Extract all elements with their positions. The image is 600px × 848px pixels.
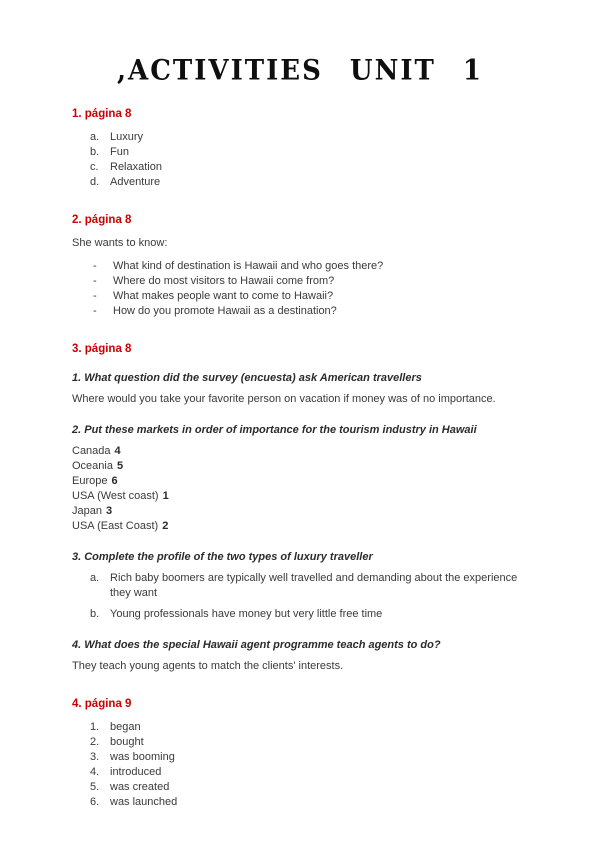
list-item-text: How do you promote Hawaii as a destination? bbox=[113, 305, 337, 317]
dash-bullet: - bbox=[93, 260, 97, 272]
market-rank: 4 bbox=[114, 445, 121, 457]
list-item bbox=[90, 130, 528, 145]
section-1-list bbox=[72, 130, 528, 190]
list-item-text: Young professionals have money but very little free time bbox=[110, 608, 383, 620]
section-3 bbox=[72, 343, 528, 674]
market-rank-row bbox=[72, 504, 528, 519]
list-marker: c. bbox=[90, 161, 99, 173]
question-4: 4. What does the special Hawaii agent programme teach agents to do? bbox=[72, 639, 441, 651]
question-2: 2. Put these markets in order of importance for the tourism industry in Hawaii bbox=[72, 424, 477, 436]
list-item-text: introduced bbox=[110, 766, 162, 778]
list-item-text: Where do most visitors to Hawaii come from? bbox=[113, 275, 335, 287]
list-item-text: began bbox=[110, 721, 141, 733]
market-rank-row bbox=[72, 459, 528, 474]
question-3-list bbox=[72, 571, 528, 622]
list-item bbox=[90, 735, 528, 750]
section-1 bbox=[72, 108, 528, 190]
section-4 bbox=[72, 698, 528, 810]
market-rank-row bbox=[72, 474, 528, 489]
market-rank: 1 bbox=[162, 490, 169, 502]
section-4-heading: 4. página 9 bbox=[72, 698, 132, 710]
list-item-text: What kind of destination is Hawaii and who goes there? bbox=[113, 260, 384, 272]
market-rank-row bbox=[72, 519, 528, 534]
market-label: USA (West coast) bbox=[72, 490, 159, 502]
answer-1: Where would you take your favorite person on vacation if money was of no importance. bbox=[72, 393, 496, 405]
list-item-text: Luxury bbox=[110, 131, 144, 143]
market-label: Canada bbox=[72, 445, 111, 457]
market-label: Japan bbox=[72, 505, 102, 517]
dash-bullet: - bbox=[93, 290, 97, 302]
list-marker: b. bbox=[90, 146, 100, 158]
question-1: 1. What question did the survey (encuesta) ask American travellers bbox=[72, 372, 422, 384]
list-item bbox=[90, 607, 528, 622]
list-marker: 2. bbox=[90, 736, 100, 748]
market-rank: 3 bbox=[105, 505, 113, 517]
page-title: ,ACTIVITIES UNIT 1 bbox=[116, 54, 483, 88]
list-item bbox=[90, 720, 528, 735]
answer-4: They teach young agents to match the clients' interests. bbox=[72, 660, 344, 672]
list-item-text: was booming bbox=[110, 751, 175, 763]
section-3-heading: 3. página 8 bbox=[72, 343, 132, 355]
section-2-heading: 2. página 8 bbox=[72, 214, 132, 226]
market-rank: 2 bbox=[162, 520, 169, 532]
list-marker: a. bbox=[90, 572, 100, 584]
market-rank-row bbox=[72, 444, 528, 459]
market-label: Europe bbox=[72, 475, 108, 487]
list-marker: b. bbox=[90, 608, 100, 620]
list-marker: 1. bbox=[90, 721, 100, 733]
list-item bbox=[93, 259, 528, 274]
list-item-text: Relaxation bbox=[110, 161, 162, 173]
list-item bbox=[90, 780, 528, 795]
list-marker: 3. bbox=[90, 751, 100, 763]
list-item-text: was created bbox=[110, 781, 170, 793]
section-2 bbox=[72, 214, 528, 319]
list-item bbox=[93, 304, 528, 319]
list-item-text: Rich baby boomers are typically well travelled and demanding about the experience they want bbox=[110, 572, 518, 599]
section-1-heading: 1. página 8 bbox=[72, 108, 132, 120]
list-item bbox=[90, 750, 528, 765]
list-item-text: What makes people want to come to Hawaii? bbox=[113, 290, 334, 302]
market-label: USA (East Coast) bbox=[72, 520, 159, 532]
market-rank: 5 bbox=[116, 460, 124, 472]
section-2-intro: She wants to know: bbox=[72, 237, 168, 249]
list-item bbox=[93, 289, 528, 304]
list-marker: d. bbox=[90, 176, 100, 188]
dash-bullet: - bbox=[93, 275, 97, 287]
market-rank-list bbox=[72, 444, 528, 534]
list-item-text: was launched bbox=[110, 796, 178, 808]
list-item-text: Fun bbox=[110, 146, 129, 158]
list-item bbox=[93, 274, 528, 289]
market-rank-row bbox=[72, 489, 528, 504]
list-item bbox=[90, 571, 528, 601]
list-marker: a. bbox=[90, 131, 100, 143]
list-marker: 4. bbox=[90, 766, 100, 778]
list-item-text: Adventure bbox=[110, 176, 161, 188]
list-marker: 6. bbox=[90, 796, 100, 808]
section-2-list bbox=[72, 259, 528, 319]
list-marker: 5. bbox=[90, 781, 100, 793]
list-item-text: bought bbox=[110, 736, 144, 748]
list-item bbox=[90, 175, 528, 190]
market-label: Oceania bbox=[72, 460, 113, 472]
section-4-list bbox=[72, 720, 528, 810]
list-item bbox=[90, 795, 528, 810]
list-item bbox=[90, 160, 528, 175]
list-item bbox=[90, 765, 528, 780]
list-item bbox=[90, 145, 528, 160]
question-3: 3. Complete the profile of the two types of luxury traveller bbox=[72, 551, 373, 563]
market-rank: 6 bbox=[111, 475, 118, 487]
dash-bullet: - bbox=[93, 305, 97, 317]
